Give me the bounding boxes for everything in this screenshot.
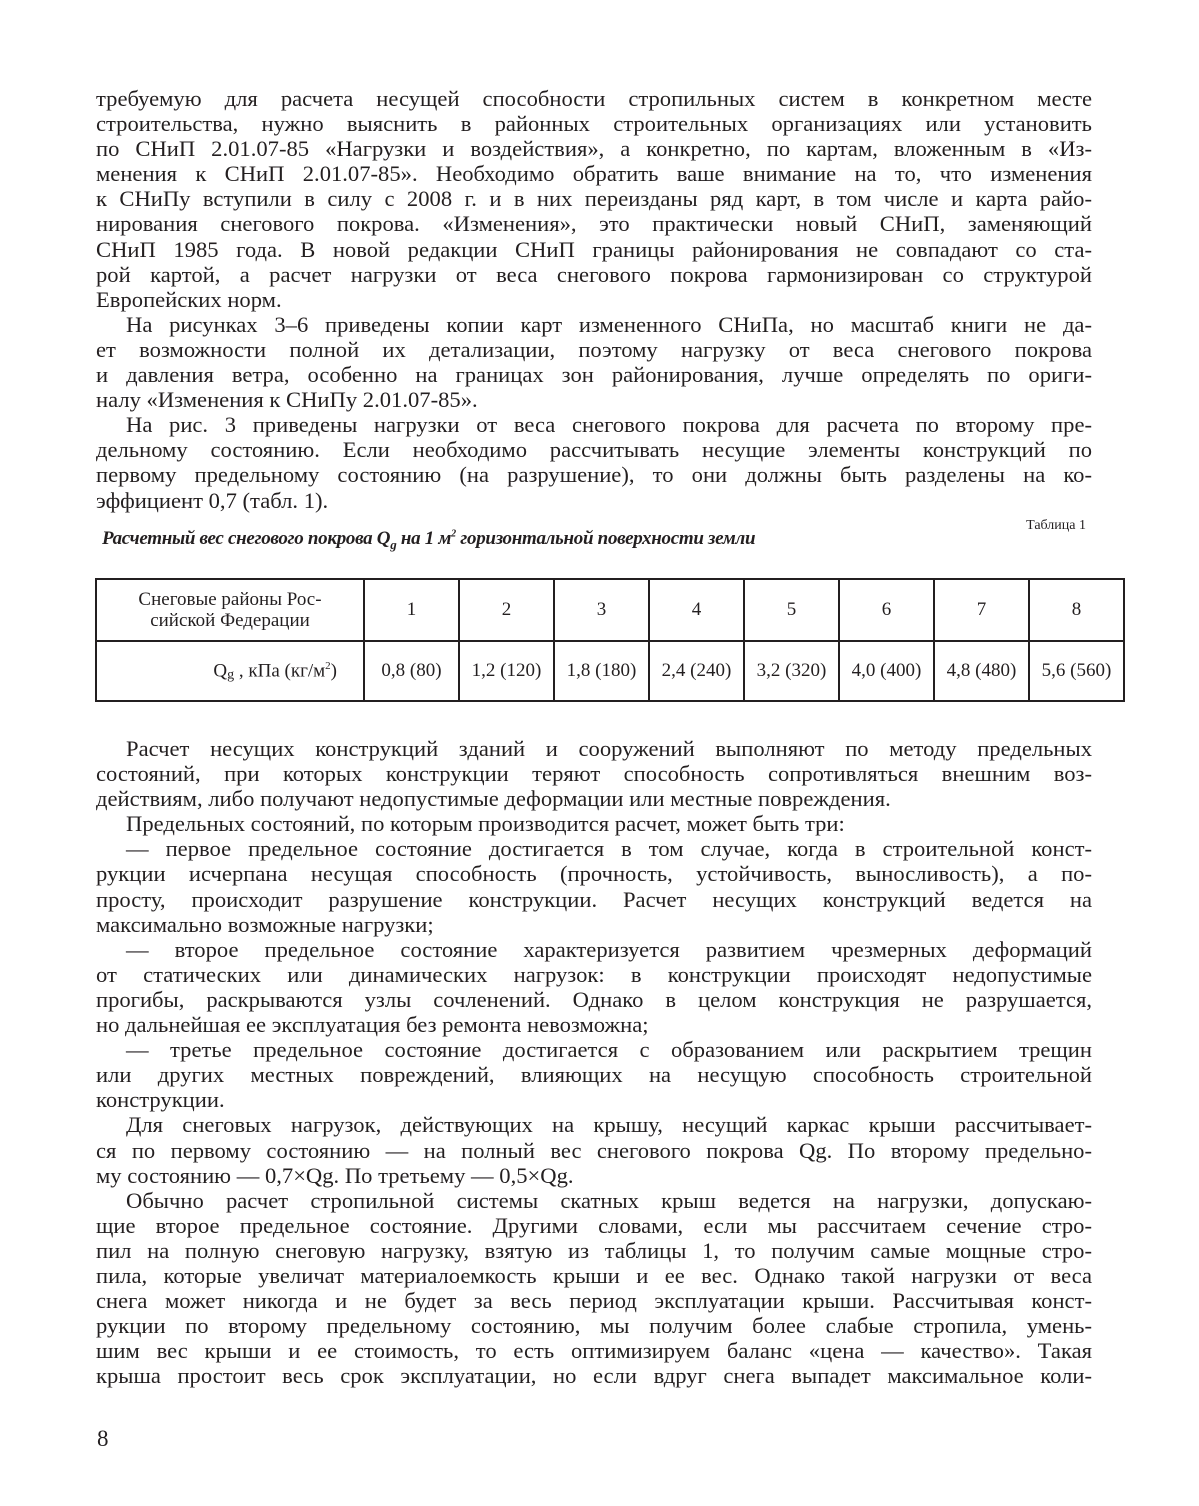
value-cell: 4,8 (480): [934, 641, 1029, 701]
text-line: — второе предельное состояние характеризуется развитием чрезмерных деформаций: [126, 936, 1092, 962]
table-row-districts: [96, 579, 1124, 641]
district-cell: 7: [934, 579, 1029, 641]
district-cell: 8: [1029, 579, 1124, 641]
text-line: менения к СНиП 2.01.07-85». Необходимо обратить ваше внимание на то, что изменения: [96, 161, 1092, 187]
text-line: щие второе предельное состояние. Другими словами, если мы рассчитаем сечение стро-: [96, 1212, 1092, 1238]
paragraph-limit-states-count: [96, 811, 1092, 836]
value-cell: 0,8 (80): [364, 641, 459, 701]
table-heading: [96, 518, 1092, 552]
text-line: просту, происходит разрушение конструкции. Расчет несущих конструкций ведется на: [96, 886, 1092, 912]
text-line: нирования снегового покрова. «Изменения», это практически новый СНиП, заменяющий: [96, 211, 1092, 237]
text-line: снега может никогда и не будет за весь период эксплуатации крыши. Рассчитывая конст-: [96, 1288, 1092, 1314]
text-line: рукции по второму предельному состоянию, мы получим более слабые стропила, умень-: [96, 1313, 1092, 1339]
value-cell: 1,2 (120): [459, 641, 554, 701]
text-line: — третье предельное состояние достигается с образованием или раскрытием трещин: [126, 1037, 1092, 1063]
paragraph-fig3: [96, 412, 1092, 512]
text-line: налу «Изменения к СНиПу 2.01.07-85».: [96, 387, 478, 413]
text-line: Европейских норм.: [96, 286, 282, 312]
text-line: по СНиП 2.01.07-85 «Нагрузки и воздействия», а конкретно, по картам, вложенным в «Из-: [96, 136, 1092, 162]
text-line: но дальнейшая ее эксплуатация без ремонта невозможна;: [96, 1012, 649, 1038]
list-item-state-2: [96, 937, 1092, 1037]
text-line: му состоянию — 0,7×Qg. По третьему — 0,5×Qg.: [96, 1162, 574, 1188]
list-item-state-3: [96, 1037, 1092, 1112]
text-line: ет возможности полной их детализации, поэтому нагрузку от веса снегового покрова: [96, 336, 1092, 362]
paragraph-snow-loads: [96, 1112, 1092, 1187]
paragraph-limit-states-intro: [96, 736, 1092, 811]
text-line: На рис. 3 приведены нагрузки от веса снегового покрова для расчета по второму пре-: [126, 412, 1092, 438]
text-line: состояний, при которых конструкции теряют способность сопротивляться внешним воз-: [96, 761, 1092, 787]
text-line: к СНиПу вступили в силу с 2008 г. и в них переизданы ряд карт, в том числе и карта райо-: [96, 186, 1092, 212]
text-line: эффициент 0,7 (табл. 1).: [96, 487, 329, 513]
snow-load-table: [95, 578, 1125, 702]
text-line: Для снеговых нагрузок, действующих на крышу, несущий каркас крыши рассчитывает-: [126, 1112, 1092, 1138]
text-line: — первое предельное состояние достигается в том случае, когда в строительной конст-: [126, 836, 1092, 862]
district-cell: 4: [649, 579, 744, 641]
paragraph-intro: [96, 86, 1092, 312]
text-line: действиям, либо получают недопустимые деформации или местные повреждения.: [96, 786, 891, 812]
paragraph-maps: [96, 312, 1092, 412]
text-line: дельному состоянию. Если необходимо рассчитывать несущие элементы конструкций по: [96, 437, 1092, 463]
row-header-districts: Снеговые районы Рос- сийской Федерации: [96, 579, 364, 641]
district-cell: 6: [839, 579, 934, 641]
table-label: Таблица 1: [1026, 518, 1086, 533]
text-line: На рисунках 3–6 приведены копии карт измененного СНиПа, но масштаб книги не да-: [126, 311, 1092, 337]
text-line: рой картой, а расчет нагрузки от веса снегового покрова гармонизирован со структурой: [96, 261, 1092, 287]
text-line: рукции исчерпана несущая способность (прочность, устойчивость, выносливость), а по-: [96, 861, 1092, 887]
district-cell: 2: [459, 579, 554, 641]
text-line: первому предельному состоянию (на разрушение), то они должны быть разделены на ко-: [96, 462, 1092, 488]
text-line: шим вес крыши и ее стоимость, то есть оптимизируем баланс «цена — качество». Такая: [96, 1338, 1092, 1364]
text-line: или других местных повреждений, влияющих на несущую способность строительной: [96, 1062, 1092, 1088]
text-line: Предельных состояний, по которым производится расчет, может быть три:: [126, 811, 845, 837]
value-cell: 5,6 (560): [1029, 641, 1124, 701]
table-row-values: [96, 641, 1124, 701]
page-body-lower: [96, 736, 1092, 1388]
value-cell: 4,0 (400): [839, 641, 934, 701]
text-line: прогибы, раскрываются узлы сочленений. Однако в целом конструкция не разрушается,: [96, 986, 1092, 1012]
list-item-state-1: [96, 836, 1092, 936]
table-caption: Расчетный вес снегового покрова $Q_g$ на 1 $м^2$ горизонтальной поверхности земли: [102, 528, 756, 552]
text-line: Обычно расчет стропильной системы скатных крыш ведется на нагрузки, допускаю-: [126, 1187, 1092, 1213]
text-line: и давления ветра, особенно на границах зон районирования, лучше определять по ориги-: [96, 362, 1092, 388]
text-line: пила, которые увеличат материалоемкость крыши и ее вес. Однако такой нагрузки от веса: [96, 1262, 1092, 1288]
value-cell: 3,2 (320): [744, 641, 839, 701]
district-cell: 1: [364, 579, 459, 641]
text-line: пил на полную снеговую нагрузку, взятую из таблицы 1, то получим самые мощные стро-: [96, 1237, 1092, 1263]
text-line: от статических или динамических нагрузок: в конструкции происходят недопустимые: [96, 961, 1092, 987]
row-header-load: Qg , кПа $(кг/м^2)$: [96, 641, 364, 701]
district-cell: 3: [554, 579, 649, 641]
text-line: требуемую для расчета несущей способности стропильных систем в конкретном месте: [96, 86, 1092, 111]
text-line: максимально возможные нагрузки;: [96, 911, 434, 937]
value-cell: 2,4 (240): [649, 641, 744, 701]
text-line: конструкции.: [96, 1087, 225, 1113]
text-line: Расчет несущих конструкций зданий и сооружений выполняют по методу предельных: [126, 736, 1092, 761]
page-number: 8: [97, 1426, 109, 1451]
page-body: [96, 86, 1092, 513]
text-line: СНиП 1985 года. В новой редакции СНиП границы районирования не совпадают со ста-: [96, 236, 1092, 262]
text-line: крыша простоит весь срок эксплуатации, но если вдруг снега выпадет максимальное коли-: [96, 1363, 1092, 1389]
district-cell: 5: [744, 579, 839, 641]
value-cell: 1,8 (180): [554, 641, 649, 701]
text-line: строительства, нужно выяснить в районных строительных организациях или установить: [96, 111, 1092, 137]
text-line: ся по первому состоянию — на полный вес снегового покрова Qg. По второму предельно-: [96, 1137, 1092, 1163]
paragraph-rafter-calc: [96, 1188, 1092, 1389]
